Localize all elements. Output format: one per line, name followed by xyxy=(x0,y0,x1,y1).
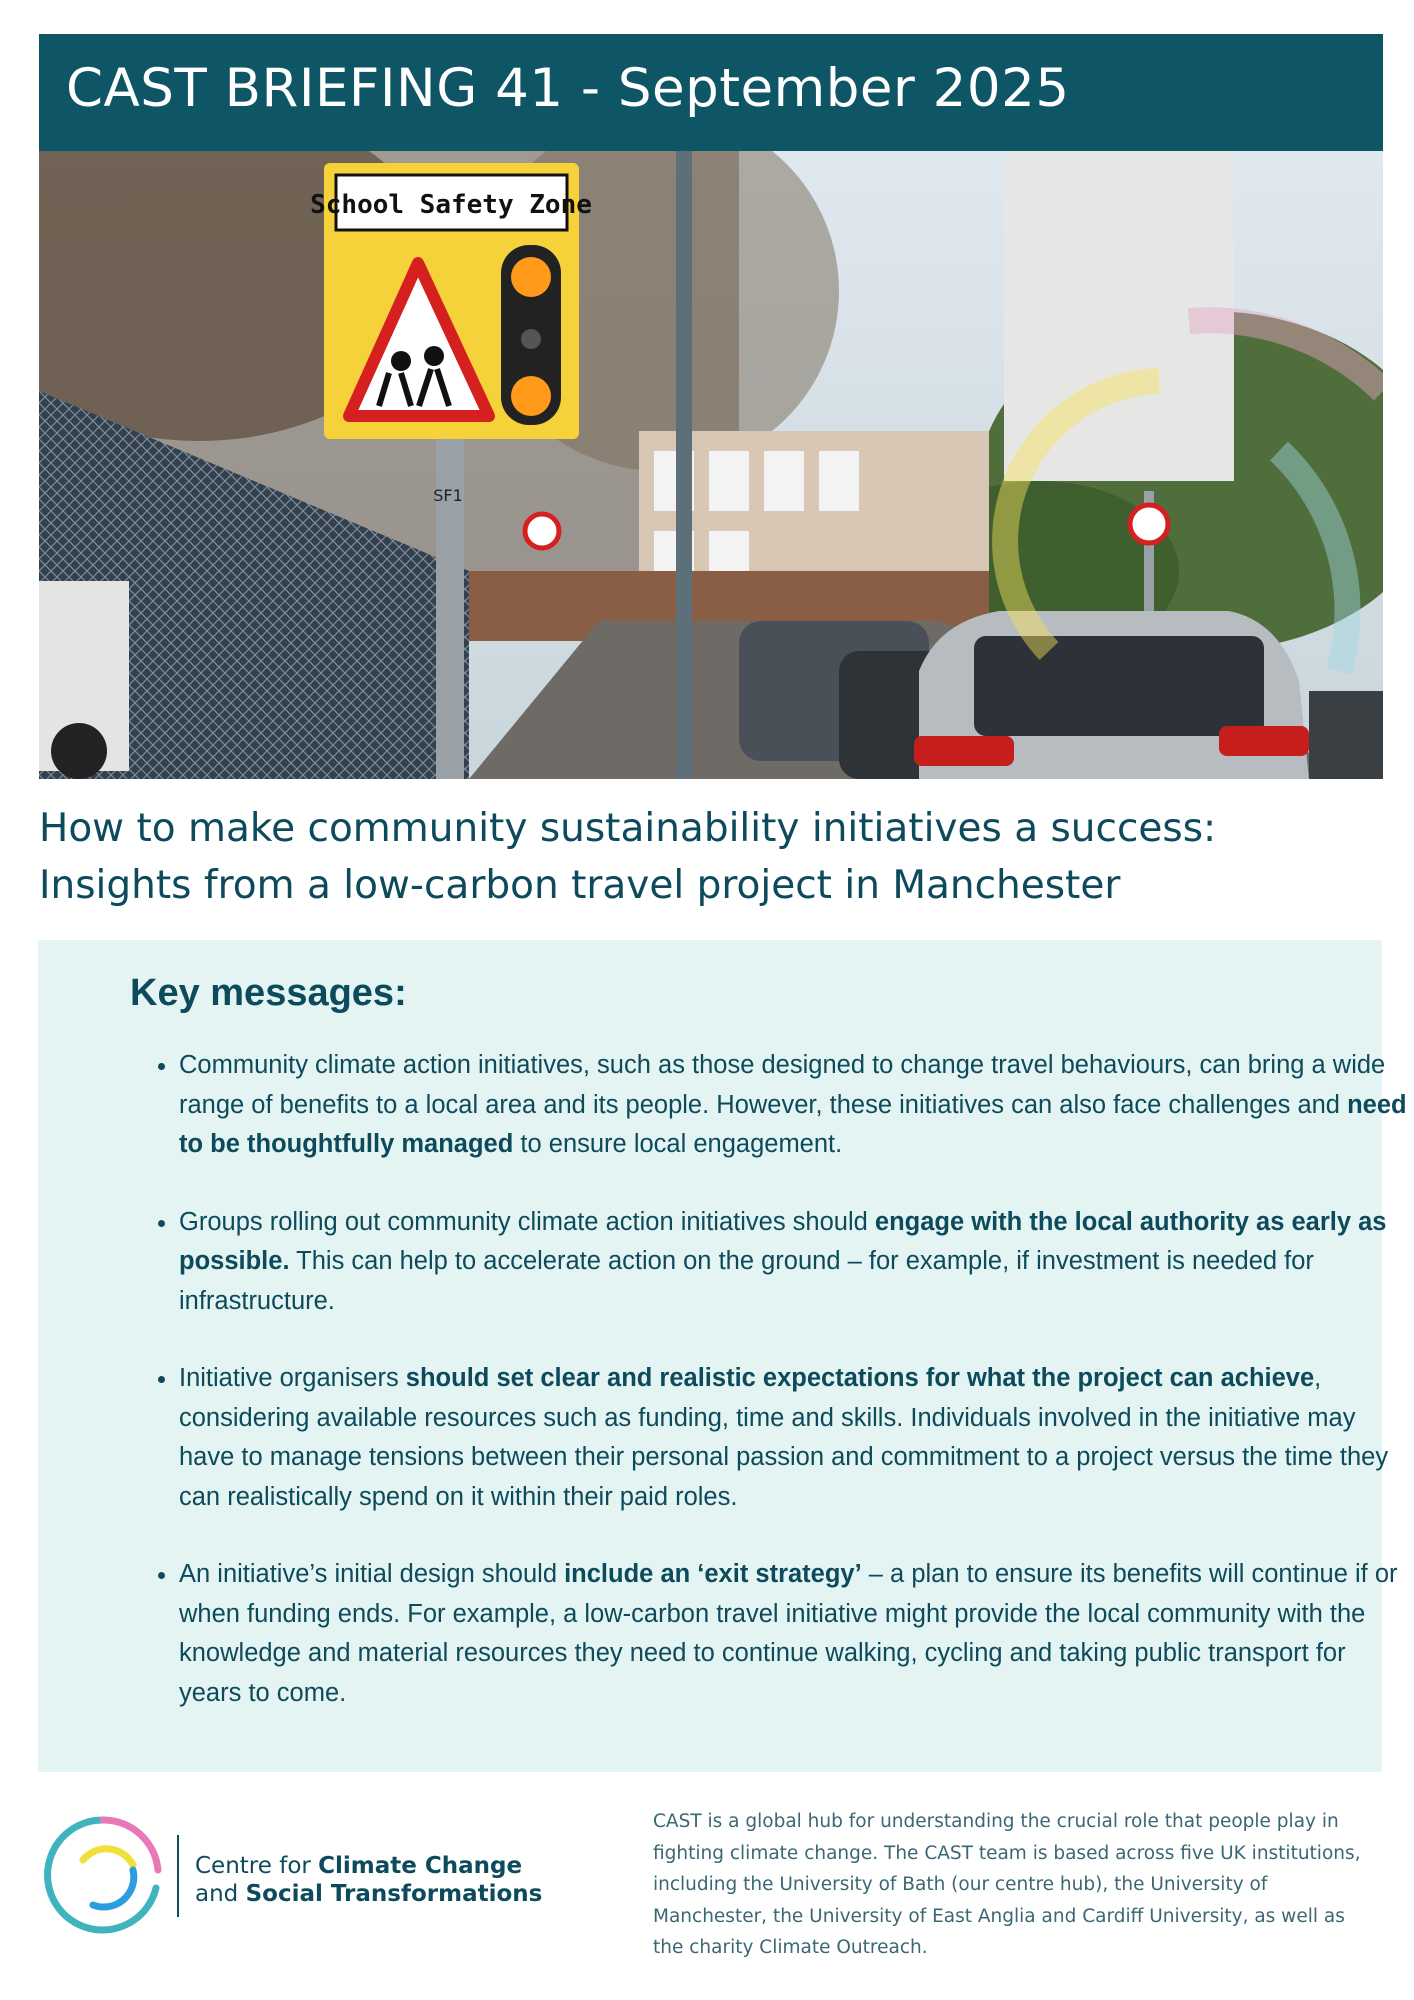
headline-line-1: How to make community sustainability initiatives a success: xyxy=(39,806,1217,851)
key-messages-list xyxy=(140,1046,1409,1751)
hero-photo xyxy=(39,151,1383,779)
key-message-item xyxy=(179,1046,1409,1165)
about-cast-text: CAST is a global hub for understanding the crucial role that people play in fighting climate change. The CAST team is based across five UK institutions, including the University of Bath (our centre hub), the University of Manchester, the University of East Anglia and Cardiff University, as well as the charity Climate Outreach. xyxy=(653,1811,1361,1958)
sign-text: School Safety Zone xyxy=(310,190,592,220)
briefing-title: CAST BRIEFING 41 - September 2025 xyxy=(66,58,1070,119)
message-text: An initiative’s initial design should xyxy=(179,1560,565,1588)
cast-logo-icon xyxy=(38,1810,168,1940)
logo-text-bold: Climate Change xyxy=(318,1853,523,1879)
message-emphasis: need to be thoughtfully managed xyxy=(179,1090,1407,1158)
message-emphasis: include an ‘exit strategy’ xyxy=(564,1560,862,1588)
message-emphasis: engage with the local authority as early as possible. xyxy=(179,1207,1387,1275)
message-emphasis: should set clear and realistic expectations for what the project can achieve xyxy=(405,1364,1315,1392)
logo-divider xyxy=(177,1835,179,1917)
headline-line-2: Insights from a low-carbon travel project in Manchester xyxy=(39,863,1121,908)
logo-wordmark xyxy=(195,1852,542,1908)
message-text: Community climate action initiatives, such as those designed to change travel behaviours, can bring a wide range of benefits to a local area and its people. However, these initiatives can also face challenges and xyxy=(179,1051,1386,1119)
key-messages-heading: Key messages: xyxy=(130,972,407,1014)
message-text: to ensure local engagement. xyxy=(513,1130,843,1158)
key-messages-panel xyxy=(38,940,1407,1772)
key-message-item xyxy=(179,1555,1409,1713)
key-message-item xyxy=(179,1359,1409,1517)
message-text: This can help to accelerate action on the ground – for example, if investment is needed for infrastructure. xyxy=(179,1247,1314,1315)
message-text: Groups rolling out community climate action initiatives should xyxy=(179,1207,875,1236)
message-text: Initiative organisers xyxy=(179,1364,406,1392)
header-banner xyxy=(39,34,1383,151)
logo-text: Centre for xyxy=(195,1853,319,1879)
message-text: – a plan to ensure its benefits will continue if or when funding ends. For example, a low-carbon travel initiative might provide the local community with the knowledge and material resources they need to continue walking, cycling and taking public transport for years to come. xyxy=(179,1560,1398,1707)
post-label: SF1 xyxy=(433,486,463,505)
logo-text-bold: Social Transformations xyxy=(245,1881,543,1907)
key-message-item xyxy=(179,1203,1409,1322)
logo-text: and xyxy=(195,1881,246,1907)
message-text: , considering available resources such as funding, time and skills. Individuals involved in the initiative may have to manage tensions between their personal passion and commitment to a project versus the time they can realistically spend on it within their paid roles. xyxy=(179,1364,1389,1511)
